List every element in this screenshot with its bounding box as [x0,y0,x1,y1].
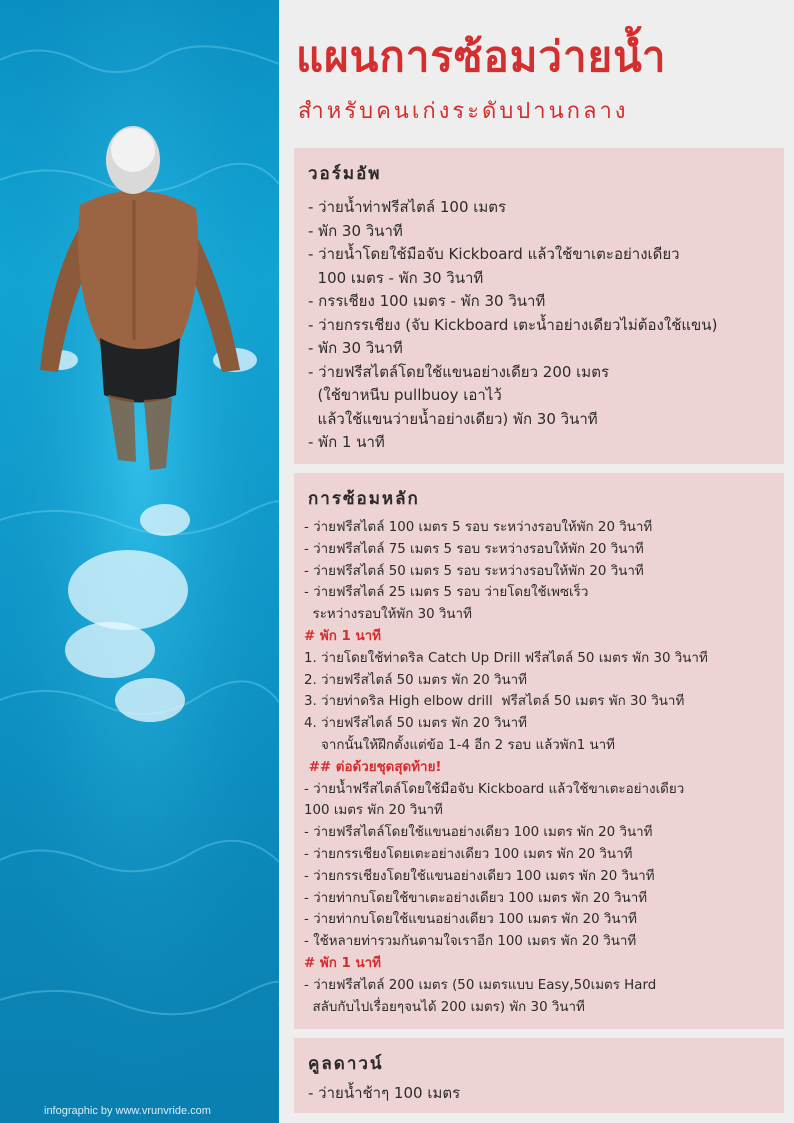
list-item: - พัก 30 วินาที [308,339,403,357]
list-item: - ว่ายกรรเชียง (จับ Kickboard เตะน้ำอย่างเดียวไม่ต้องใช้แขน) [308,315,718,334]
list-item: ## ต่อด้วยชุดสุดท้าย! [304,759,442,775]
list-item: 100 เมตร พัก 20 วินาที [304,803,443,819]
cooldown-heading: คูลดาวน์ [308,1054,384,1074]
list-item: จากนั้นให้ฝึกตั้งแต่ข้อ 1-4 อีก 2 รอบ แล้วพัก1 นาที [304,737,616,753]
main-training-section [294,473,784,1029]
list-item: - ว่ายฟรีสไตล์ 50 เมตร 5 รอบ ระหว่างรอบให้พัก 20 วินาที [304,563,644,579]
list-item: - ใช้หลายท่ารวมกันตามใจเราอีก 100 เมตร พัก 20 วินาที [304,934,637,950]
list-item: - ว่ายน้ำช้าๆ 100 เมตร [308,1084,461,1102]
list-item: 2. ว่ายฟรีสไตล์ 50 เมตร พัก 20 วินาที [304,672,528,688]
list-item: - ว่ายท่ากบโดยใช้แขนอย่างเดียว 100 เมตร พัก 20 วินาที [304,912,637,928]
list-item: - กรรเชียง 100 เมตร - พัก 30 วินาที [308,292,546,310]
warmup-heading: วอร์มอัพ [308,164,382,184]
list-item: - ว่ายฟรีสไตล์โดยใช้แขนอย่างเดียว 100 เมตร พัก 20 วินาที [304,825,653,841]
list-item: 3. ว่ายท่าดริล High elbow drill ฟรีสไตล์ 50 เมตร พัก 30 วินาที [304,694,685,710]
list-item: - ว่ายน้ำโดยใช้มือจับ Kickboard แล้วใช้ขาเตะอย่างเดียว [308,245,680,263]
list-item: - ว่ายฟรีสไตล์ 25 เมตร 5 รอบ ว่ายโดยใช้เพซเร็ว [304,585,589,601]
main-training-list [304,517,708,1018]
warmup-list [308,196,717,455]
list-item: - พัก 1 นาที [308,433,385,451]
list-item: (ใช้ขาหนีบ pullbuoy เอาไว้ [308,386,502,404]
list-item: - ว่ายกรรเชียงโดยเตะอย่างเดียว 100 เมตร พัก 20 วินาที [304,846,633,862]
list-item: 1. ว่ายโดยใช้ท่าดริล Catch Up Drill ฟรีสไตล์ 50 เมตร พัก 30 วินาที [304,650,708,666]
list-item: - ว่ายท่ากบโดยใช้ขาเตะอย่างเดียว 100 เมตร พัก 20 วินาที [304,890,648,906]
list-item: แล้วใช้แขนว่ายน้ำอย่างเดียว) พัก 30 วินาที [308,409,598,428]
credit-text: infographic by www.vrunvride.com [44,1105,211,1117]
page-title: แผนการซ้อมว่ายน้ำ [296,32,667,81]
page-subtitle: สำหรับคนเก่งระดับปานกลาง [298,99,629,124]
list-item: - ว่ายน้ำท่าฟรีสไตล์ 100 เมตร [308,198,507,216]
cooldown-list [308,1082,460,1105]
list-item: - ว่ายฟรีสไตล์ 100 เมตร 5 รอบ ระหว่างรอบให้พัก 20 วินาที [304,520,653,535]
list-item: # พัก 1 นาที [304,955,381,971]
swimmer-photo [0,0,279,1123]
list-item: - ว่ายฟรีสไตล์ 75 เมตร 5 รอบ ระหว่างรอบให้พัก 20 วินาที [304,541,644,557]
list-item: - ว่ายฟรีสไตล์โดยใช้แขนอย่างเดียว 200 เมตร [308,362,609,381]
list-item: - ว่ายน้ำฟรีสไตล์โดยใช้มือจับ Kickboard แล้วใช้ขาเตะอย่างเดียว [304,781,685,797]
list-item: - พัก 30 วินาที [308,221,403,240]
list-item: ระหว่างรอบให้พัก 30 วินาที [304,607,472,623]
swimmer-illustration [0,0,279,1123]
cooldown-section [294,1038,784,1113]
list-item: 100 เมตร - พัก 30 วินาที [308,268,484,287]
main-training-heading: การซ้อมหลัก [308,489,420,509]
list-item: สลับกับไปเรื่อยๆจนได้ 200 เมตร) พัก 30 วินาที [304,999,585,1015]
list-item: # พัก 1 นาที [304,628,381,644]
list-item: - ว่ายกรรเชียงโดยใช้แขนอย่างเดียว 100 เมตร พัก 20 วินาที [304,868,655,884]
list-item: 4. ว่ายฟรีสไตล์ 50 เมตร พัก 20 วินาที [304,716,528,732]
warmup-section [294,148,784,464]
list-item: - ว่ายฟรีสไตล์ 200 เมตร (50 เมตรแบบ Easy,50เมตร Hard [304,977,657,993]
